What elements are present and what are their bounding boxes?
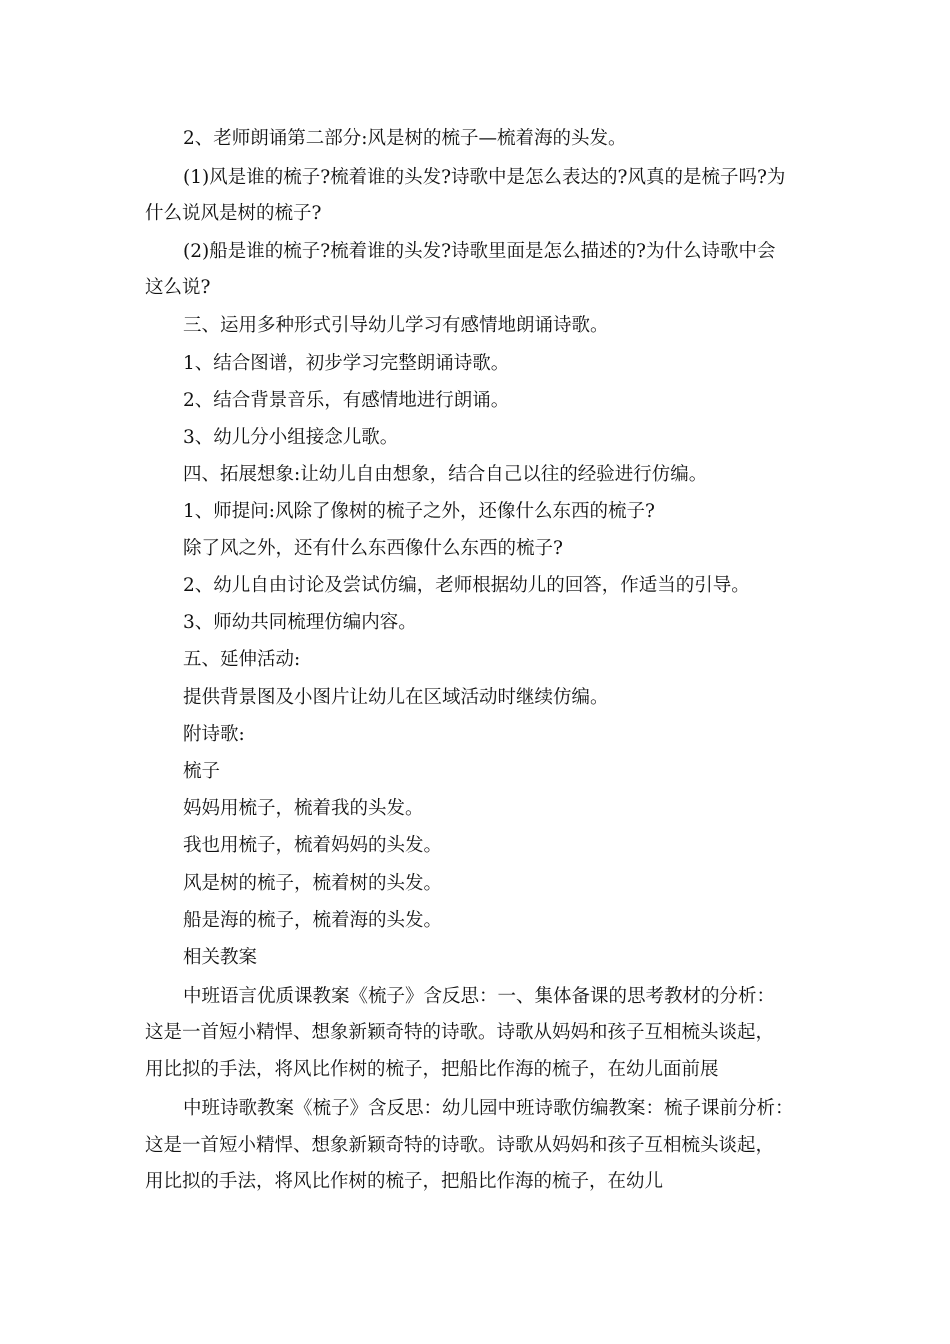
text-line: 1、结合图谱，初步学习完整朗诵诗歌。 (183, 353, 510, 374)
text-line: 我也用梳子，梳着妈妈的头发。 (183, 835, 443, 856)
text-line: 用比拟的手法，将风比作树的梳子，把船比作海的梳子，在幼儿 (145, 1171, 664, 1192)
text-line: 2、结合背景音乐，有感情地进行朗诵。 (183, 390, 510, 411)
text-line: (1)风是谁的梳子?梳着谁的头发?诗歌中是怎么表达的?风真的是梳子吗?为 (183, 167, 786, 188)
text-line: 2、老师朗诵第二部分:风是树的梳子—梳着海的头发。 (183, 128, 627, 149)
text-line: 除了风之外，还有什么东西像什么东西的梳子? (183, 538, 563, 559)
text-line: 1、师提问:风除了像树的梳子之外，还像什么东西的梳子? (183, 501, 655, 522)
text-line: 3、幼儿分小组接念儿歌。 (183, 427, 399, 448)
text-line: 2、幼儿自由讨论及尝试仿编，老师根据幼儿的回答，作适当的引导。 (183, 575, 750, 596)
text-line: 五、延伸活动: (183, 649, 301, 670)
text-line: (2)船是谁的梳子?梳着谁的头发?诗歌里面是怎么描述的?为什么诗歌中会 (183, 241, 776, 262)
text-line: 3、师幼共同梳理仿编内容。 (183, 612, 417, 633)
text-line: 什么说风是树的梳子? (145, 203, 322, 224)
text-line: 船是海的梳子，梳着海的头发。 (183, 910, 443, 931)
text-line: 三、运用多种形式引导幼儿学习有感情地朗诵诗歌。 (183, 315, 609, 336)
text-line: 用比拟的手法，将风比作树的梳子，把船比作海的梳子，在幼儿面前展 (145, 1059, 719, 1080)
text-line: 中班语言优质课教案《梳子》含反思：一、集体备课的思考教材的分析： (183, 986, 776, 1007)
text-line: 提供背景图及小图片让幼儿在区域活动时继续仿编。 (183, 687, 609, 708)
text-line: 梳子 (183, 761, 221, 782)
text-line: 相关教案 (183, 947, 258, 968)
text-line: 风是树的梳子，梳着树的头发。 (183, 873, 443, 894)
text-line: 这是一首短小精悍、想象新颖奇特的诗歌。诗歌从妈妈和孩子互相梳头谈起， (145, 1135, 775, 1156)
text-line: 四、拓展想象:让幼儿自由想象，结合自己以往的经验进行仿编。 (183, 464, 708, 485)
text-line: 中班诗歌教案《梳子》含反思：幼儿园中班诗歌仿编教案：梳子课前分析： (183, 1098, 794, 1119)
text-line: 这是一首短小精悍、想象新颖奇特的诗歌。诗歌从妈妈和孩子互相梳头谈起， (145, 1022, 775, 1043)
text-line: 附诗歌: (183, 724, 245, 745)
text-line: 妈妈用梳子，梳着我的头发。 (183, 798, 424, 819)
text-line: 这么说? (145, 277, 211, 298)
